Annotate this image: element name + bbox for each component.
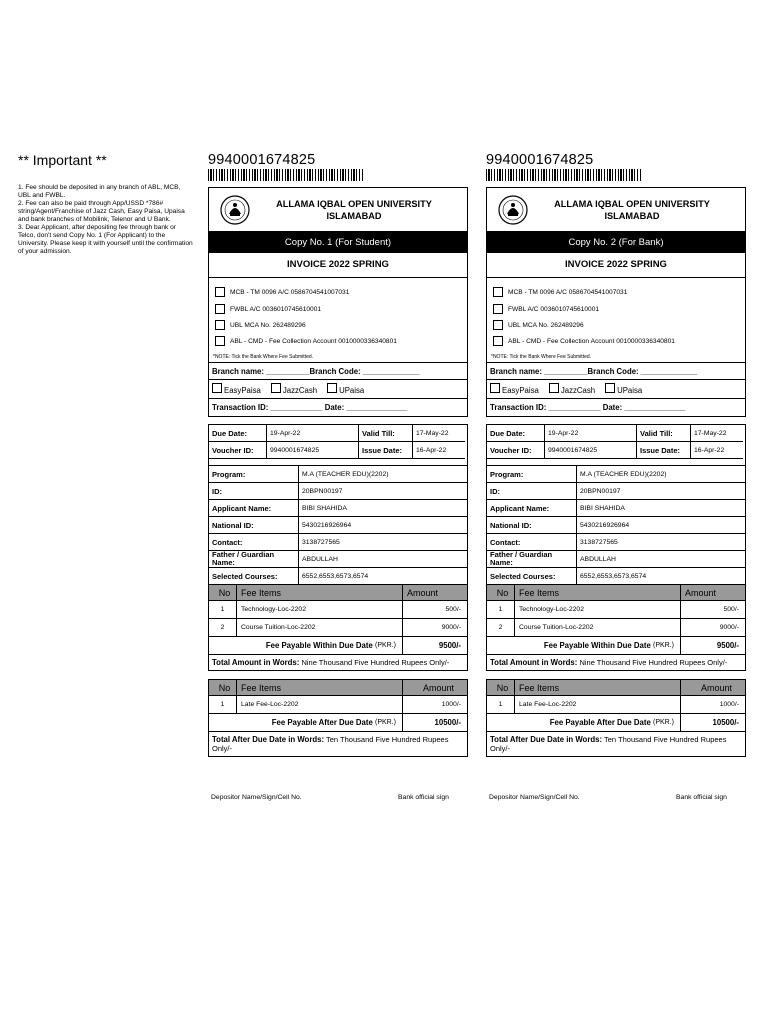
option-easypaisa[interactable]: EasyPaisa [212, 383, 261, 395]
university-name [251, 198, 467, 222]
payable-within-row: Fee Payable Within Due Date (PKR.) 9500/- [487, 637, 745, 655]
branch-line[interactable]: Branch name: __________Branch Code: _____________ [209, 363, 467, 380]
field-value: 5430216926964 [299, 517, 467, 534]
field-label: Applicant Name: [487, 500, 577, 517]
fee-table [208, 584, 468, 671]
voucher-number: 9940001674825 [208, 152, 316, 168]
field-value: 6552,6553,6573,6574 [302, 573, 369, 580]
valid-till-label: Valid Till: [637, 425, 691, 442]
issue-date: 16-Apr-22 [413, 442, 465, 459]
field-label: Program: [209, 466, 299, 483]
table-row: 1 Technology-Loc-2202 500/- [487, 601, 745, 619]
slip-header [209, 188, 467, 232]
field-label: Father / Guardian Name: [487, 551, 577, 568]
field-label: ID: [209, 483, 299, 500]
after-amount-in-words: Total After Due Date in Words: Ten Thousand Five Hundred Rupees Only/- [490, 735, 727, 753]
header-fee-items: Fee Items [237, 585, 403, 600]
due-date: 19-Apr-22 [545, 425, 637, 442]
issue-date: 16-Apr-22 [691, 442, 743, 459]
field-label: Selected Courses: [209, 568, 299, 585]
field-value: 6552,6553,6573,6574 [580, 573, 647, 580]
after-amount: 10500/- [712, 718, 739, 727]
valid-till: 17-May-22 [691, 425, 743, 442]
header-no: No [487, 585, 515, 600]
table-row: 1 Late Fee-Loc-2202 1000/- [487, 696, 745, 714]
copy-label: Copy No. 2 (For Bank) [487, 232, 745, 253]
depositor-sign: Depositor Name/Sign/Cell No. [489, 794, 580, 801]
slip-header [487, 188, 745, 232]
field-label: National ID: [209, 517, 299, 534]
checkbox[interactable] [215, 320, 225, 330]
checkbox[interactable] [215, 287, 225, 297]
depositor-sign: Depositor Name/Sign/Cell No. [211, 794, 302, 801]
due-date-label: Due Date: [487, 425, 545, 442]
field-label: Program: [487, 466, 577, 483]
option-upaisa[interactable]: UPaisa [605, 383, 642, 395]
bank-note: *NOTE: Tick the Bank Where Fee Submitted. [491, 354, 592, 360]
payable-amount: 9500/- [438, 641, 461, 650]
important-line: 3. Dear Applicant, after depositing fee through bank or Telco, don't send Copy No. 1 (For Applicant) to the University. Please keep it with yourself until the confirmation of your admission. [18, 224, 193, 255]
option-easypaisa[interactable]: EasyPaisa [490, 383, 539, 395]
field-value: 20BPN00197 [299, 483, 467, 500]
bank-options [209, 278, 467, 363]
important-notes [18, 152, 194, 256]
field-label: ID: [487, 483, 577, 500]
field-value: M.A (TEACHER EDU)(2202) [577, 466, 745, 483]
checkbox[interactable] [493, 336, 503, 346]
bank-label: ABL - CMD - Fee Collection Account 0010000336340801 [230, 337, 397, 345]
payable-after-row: Fee Payable After Due Date (PKR.) 10500/- [487, 714, 745, 732]
after-amount-in-words: Total After Due Date in Words: Ten Thousand Five Hundred Rupees Only/- [212, 735, 449, 753]
option-jazzcash[interactable]: JazzCash [271, 383, 317, 395]
bank-option-abl[interactable] [493, 336, 675, 346]
payable-after-row: Fee Payable After Due Date (PKR.) 10500/- [209, 714, 467, 732]
invoice-title: INVOICE 2022 SPRING [209, 253, 467, 278]
bank-note: *NOTE: Tick the Bank Where Fee Submitted. [213, 354, 314, 360]
slip-frame [208, 187, 468, 417]
bank-label: FWBL A/C 0036010745610001 [230, 305, 322, 313]
barcode [486, 169, 642, 181]
field-value: BIBI SHAHIDA [577, 500, 745, 517]
voucher-id-label: Voucher ID: [209, 442, 267, 459]
university-city: ISLAMABAD [604, 210, 660, 221]
bank-label: UBL MCA No. 262489296 [508, 321, 584, 329]
issue-date-label: Issue Date: [359, 442, 413, 459]
bank-option-mcb[interactable] [215, 287, 349, 297]
important-line: 2. Fee can also be paid through App/USSD *786# string/Agent/Franchise of Jazz Cash, Easy Paisa, Upaisa and bank branches of Mobilink, Telenor and U Bank. [18, 200, 185, 223]
bank-label: MCB - TM 0096 A/C 0586704541007031 [230, 288, 350, 296]
copy-label: Copy No. 1 (For Student) [209, 232, 467, 253]
checkbox[interactable] [493, 287, 503, 297]
branch-line[interactable]: Branch name: __________Branch Code: _____________ [487, 363, 745, 380]
header-fee-items: Fee Items [515, 585, 681, 600]
field-label: Contact: [209, 534, 299, 551]
checkbox[interactable] [493, 320, 503, 330]
slip-frame [486, 187, 746, 417]
field-label: National ID: [487, 517, 577, 534]
checkbox[interactable] [493, 304, 503, 314]
late-fee-header: No Fee Items Amount [209, 680, 467, 696]
bank-option-ubl[interactable] [493, 320, 584, 330]
valid-till: 17-May-22 [413, 425, 465, 442]
voucher-id: 9940001674825 [267, 442, 359, 459]
due-date: 19-Apr-22 [267, 425, 359, 442]
field-value: 3138727565 [299, 534, 467, 551]
important-line: 1. Fee should be deposited in any branch of ABL, MCB, UBL and FWBL. [18, 184, 181, 199]
table-row: 2 Course Tuition-Loc-2202 9000/- [209, 619, 467, 637]
voucher-number: 9940001674825 [486, 152, 594, 168]
field-value: ABDULLAH [577, 551, 745, 568]
fee-slip [486, 152, 746, 801]
payable-amount: 9500/- [716, 641, 739, 650]
voucher-details [486, 424, 746, 586]
field-label: Contact: [487, 534, 577, 551]
amount-in-words: Total Amount in Words: Nine Thousand Five Hundred Rupees Only/- [212, 658, 450, 667]
fee-slip [208, 152, 468, 801]
field-label: Father / Guardian Name: [209, 551, 299, 568]
due-date-label: Due Date: [209, 425, 267, 442]
header-no: No [209, 585, 237, 600]
bank-sign: Bank official sign [676, 794, 727, 801]
fee-table-header [209, 585, 467, 601]
university-line: ALLAMA IQBAL OPEN UNIVERSITY [276, 198, 432, 209]
field-value: 20BPN00197 [577, 483, 745, 500]
header-amount: Amount [407, 587, 439, 598]
university-logo-icon [497, 194, 529, 226]
field-label: Applicant Name: [209, 500, 299, 517]
transaction-line[interactable]: Transaction ID: ____________ Date: ______________ [490, 403, 686, 412]
important-text [18, 184, 194, 256]
bank-sign: Bank official sign [398, 794, 449, 801]
table-row: 1 Technology-Loc-2202 500/- [209, 601, 467, 619]
bank-option-abl[interactable] [215, 336, 397, 346]
payment-options [209, 380, 467, 399]
payment-options [487, 380, 745, 399]
barcode [208, 169, 364, 181]
payable-within-row: Fee Payable Within Due Date (PKR.) 9500/- [209, 637, 467, 655]
late-fee-header: No Fee Items Amount [487, 680, 745, 696]
amount-in-words: Total Amount in Words: Nine Thousand Five Hundred Rupees Only/- [490, 658, 728, 667]
late-fee-table [208, 679, 468, 757]
late-fee-table [486, 679, 746, 757]
field-value: BIBI SHAHIDA [299, 500, 467, 517]
checkbox[interactable] [215, 336, 225, 346]
header-amount: Amount [685, 587, 717, 598]
bank-label: ABL - CMD - Fee Collection Account 0010000336340801 [508, 337, 675, 345]
bank-option-fwbl[interactable] [493, 304, 599, 314]
bank-option-mcb[interactable] [493, 287, 627, 297]
bank-option-ubl[interactable] [215, 320, 306, 330]
voucher-id-label: Voucher ID: [487, 442, 545, 459]
bank-options [487, 278, 745, 363]
field-value: 3138727565 [577, 534, 745, 551]
bank-label: FWBL A/C 0036010745610001 [508, 305, 600, 313]
option-upaisa[interactable]: UPaisa [327, 383, 364, 395]
valid-till-label: Valid Till: [359, 425, 413, 442]
transaction-line[interactable]: Transaction ID: ____________ Date: ______________ [212, 403, 408, 412]
university-city: ISLAMABAD [326, 210, 382, 221]
fee-table-header [487, 585, 745, 601]
bank-label: MCB - TM 0096 A/C 0586704541007031 [508, 288, 628, 296]
option-jazzcash[interactable]: JazzCash [549, 383, 595, 395]
fee-table [486, 584, 746, 671]
after-amount: 10500/- [434, 718, 461, 727]
important-title: ** Important ** [18, 152, 107, 168]
bank-option-fwbl[interactable] [215, 304, 321, 314]
university-logo-icon [219, 194, 251, 226]
issue-date-label: Issue Date: [637, 442, 691, 459]
bank-label: UBL MCA No. 262489296 [230, 321, 306, 329]
field-label: Selected Courses: [487, 568, 577, 585]
university-name [529, 198, 745, 222]
table-row: 1 Late Fee-Loc-2202 1000/- [209, 696, 467, 714]
voucher-details [208, 424, 468, 586]
field-value: 5430216926964 [577, 517, 745, 534]
field-value: M.A (TEACHER EDU)(2202) [299, 466, 467, 483]
field-value: ABDULLAH [299, 551, 467, 568]
voucher-id: 9940001674825 [545, 442, 637, 459]
checkbox[interactable] [215, 304, 225, 314]
invoice-title: INVOICE 2022 SPRING [487, 253, 745, 278]
table-row: 2 Course Tuition-Loc-2202 9000/- [487, 619, 745, 637]
university-line: ALLAMA IQBAL OPEN UNIVERSITY [554, 198, 710, 209]
